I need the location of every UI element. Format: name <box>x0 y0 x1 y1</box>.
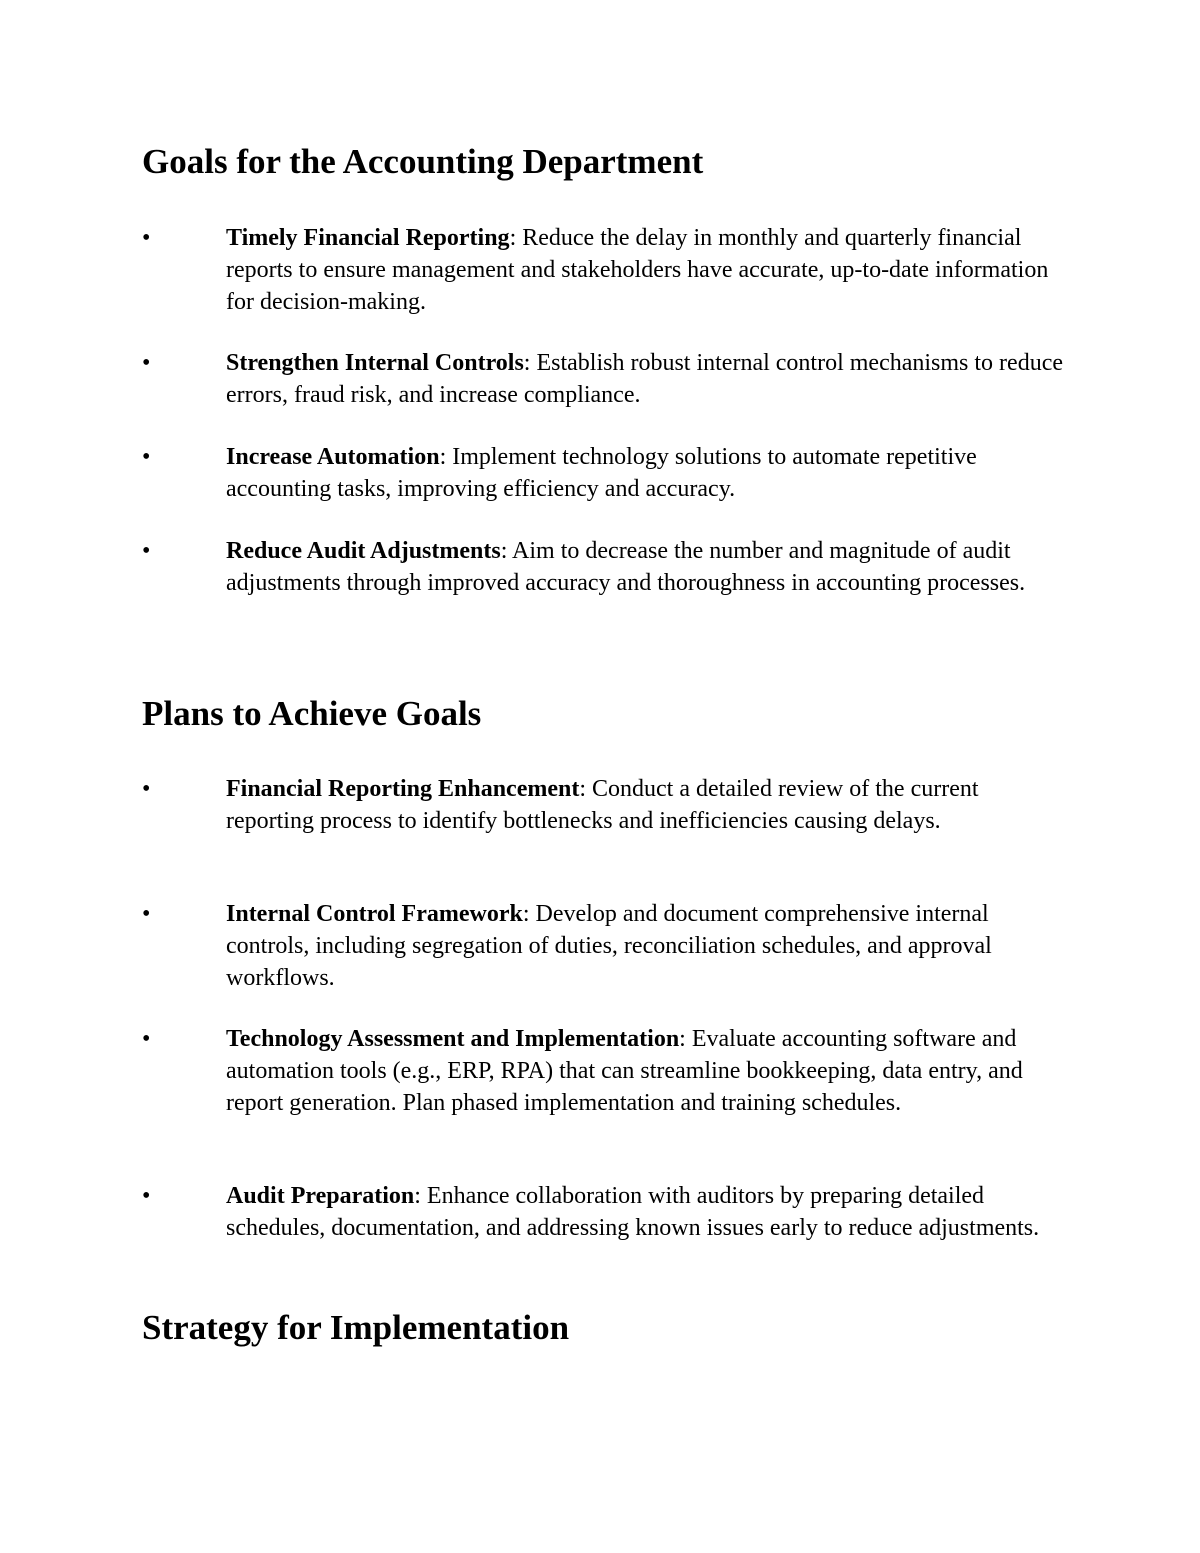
list-item-description: : Establish robust internal control mechanisms to reduce errors, fraud risk, and increase compliance. <box>226 350 1063 408</box>
list-item-text <box>226 222 1066 318</box>
list-item-term: Technology Assessment and Implementation <box>226 1026 680 1052</box>
bullet-icon: • <box>142 538 151 564</box>
list-item-text <box>226 1180 1066 1244</box>
section-heading-goals: Goals for the Accounting Department <box>142 142 704 181</box>
list-item-description: : Implement technology solutions to automate repetitive accounting tasks, improving efficiency and accuracy. <box>226 444 977 502</box>
bullet-icon: • <box>142 1183 151 1209</box>
list-item-term: Increase Automation <box>226 444 440 470</box>
list-item-term: Financial Reporting Enhancement <box>226 776 580 802</box>
list-item-text <box>226 1023 1066 1119</box>
section-heading-strategy: Strategy for Implementation <box>142 1308 570 1347</box>
bullet-icon: • <box>142 776 151 802</box>
list-item-text <box>226 898 1066 994</box>
list-item-text <box>226 441 1066 505</box>
list-item-term: Internal Control Framework <box>226 901 523 927</box>
list-item-text <box>226 773 1066 837</box>
list-item-term: Reduce Audit Adjustments <box>226 538 501 564</box>
list-item-description: : Enhance collaboration with auditors by preparing detailed schedules, documentation, and addressing known issues early to reduce adjustments. <box>226 1183 1040 1241</box>
list-item-description: : Develop and document comprehensive internal controls, including segregation of duties, reconciliation schedules, and approval workflows. <box>226 901 992 991</box>
list-item-term: Audit Preparation <box>226 1183 415 1209</box>
bullet-icon: • <box>142 225 151 251</box>
list-item-term: Strengthen Internal Controls <box>226 350 524 376</box>
list-item-text <box>226 535 1066 599</box>
list-item-description: : Evaluate accounting software and automation tools (e.g., ERP, RPA) that can streamline bookkeeping, data entry, and report generation. Plan phased implementation and training schedules. <box>226 1026 1023 1116</box>
list-item-description: : Aim to decrease the number and magnitude of audit adjustments through improved accuracy and thoroughness in accounting processes. <box>226 538 1026 596</box>
list-item-text <box>226 347 1066 411</box>
bullet-icon: • <box>142 901 151 927</box>
list-item-description: : Reduce the delay in monthly and quarterly financial reports to ensure management and stakeholders have accurate, up-to-date information for decision-making. <box>226 225 1049 315</box>
section-heading-plans: Plans to Achieve Goals <box>142 694 482 733</box>
bullet-icon: • <box>142 444 151 470</box>
list-item-description: : Conduct a detailed review of the current reporting process to identify bottlenecks and inefficiencies causing delays. <box>226 776 979 834</box>
list-item-term: Timely Financial Reporting <box>226 225 510 251</box>
bullet-icon: • <box>142 350 151 376</box>
bullet-icon: • <box>142 1026 151 1052</box>
